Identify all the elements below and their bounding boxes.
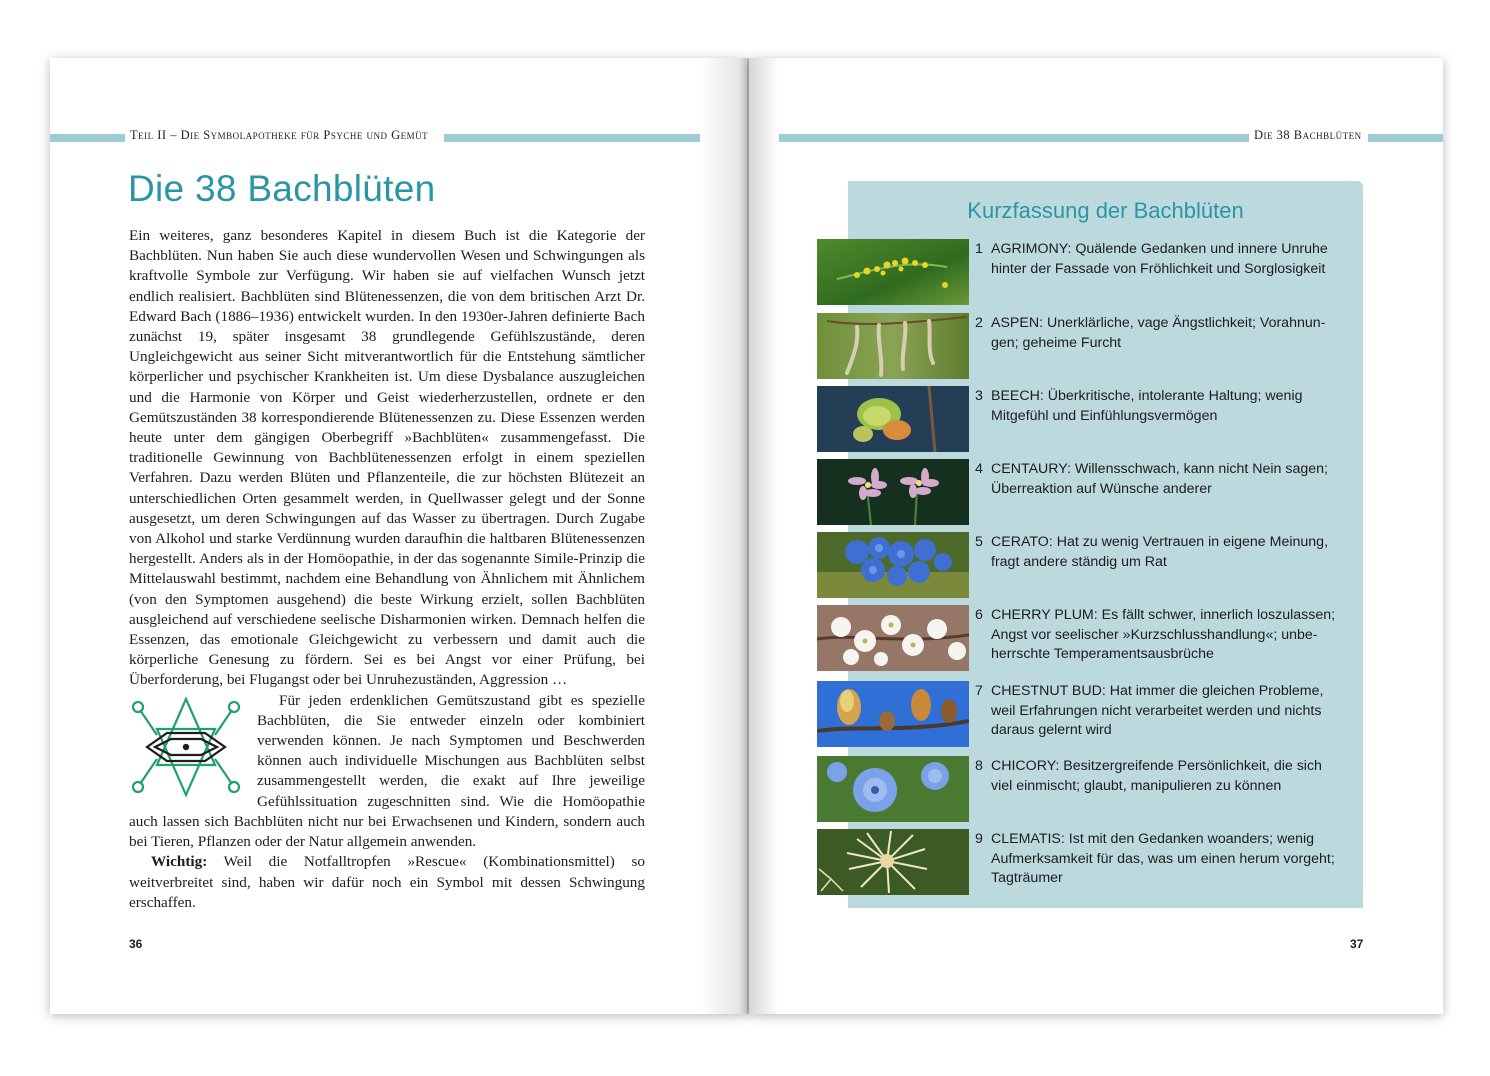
flower-line-2: viel einmischt; glaubt, manipulieren zu können xyxy=(991,777,1282,794)
paragraph-3-text: Weil die Notfalltropfen »Rescue« (Kombinationsmittel) so weitverbreitet sind, haben wir dafür noch ein Symbol mit dessen Schwingung erschaffen. xyxy=(129,853,645,911)
flower-number: 7 xyxy=(975,683,983,699)
flower-number: 9 xyxy=(975,831,983,847)
running-head-right: Die 38 Bachblüten xyxy=(1254,128,1362,142)
flower-text-beech xyxy=(975,387,1355,426)
flower-line-1: AGRIMONY: Quälende Gedanken und innere Unruhe xyxy=(991,241,1328,257)
flower-text-agrimony xyxy=(975,240,1355,279)
flower-line-2: Mitgefühl und Einfühlungsvermögen xyxy=(991,407,1218,424)
flower-line-2: Überreaktion auf Wünsche anderer xyxy=(991,480,1212,497)
clematis-photo xyxy=(817,829,969,895)
agrimony-photo xyxy=(817,239,969,305)
flower-number: 4 xyxy=(975,461,983,477)
flower-row-cerato xyxy=(817,532,1363,598)
flower-line-3: herrschte Temperamentsausbrüche xyxy=(991,646,1214,662)
flower-number: 2 xyxy=(975,315,983,331)
flower-row-clematis xyxy=(817,829,1363,895)
paragraph-1: Ein weiteres, ganz besonderes Kapitel in diesem Buch ist die Kategorie der Bachblüten. Nun haben Sie auch diese wundervollen Wesen und Schwingungen als kraftvolle Symbole zur Verfügung. Wir haben sie auf vielfachen Wunsch jetzt endlich realisiert. Bachblüten sind Blütenessenzen, die von dem britischen Arzt Dr. Edward Bach (1886–1936) entwickelt wurden. In den 1930er-Jahren definierte Bach zunächst 19, später insgesamt 38 grundlegende Gefühlszustände, deren Ungleichgewicht aus seiner Sicht mitverantwortlich für die Entstehung sämtlicher körperlicher und psychischer Krankheiten ist. Um diese Dysbalance auszugleichen und die Harmonie von Körper und Geist wiederherzustellen, ordnete er den Gemütszuständen 38 korrespondierende Blütenessenzen zu. Diese Essenzen werden heute unter dem gängigen Oberbegriff »Bachblüten« zusammengefasst. Die traditionelle Gewinnung von Bachblütenessenzen erfolgt in einem speziellen Verfahren. Dazu werden Blüten und Pflanzenteile, die zur höchsten Blütezeit an unterschiedlichen Orten gesammelt werden, in Quellwasser gelegt und der Sonne ausgesetzt, um deren Schwingungen auf das Wasser zu übertragen. Durch Zugabe von Alkohol und starke Verdünnung wurden daraufhin die haltbaren Blütenessenzen hergestellt. Anders als in der Homöopathie, in der das sogenannte Simile-Prinzip die Mittelauswahl bestimmt, nachdem eine Behandlung von Ähnlichem mit Ähnlichem (von den Symptomen ausgehend) die beste Wirkung erzielt, sollen Bachblüten ausgleichend auf verschiedene seelische Disharmonien wirken. Demnach helfen die Essenzen, das emotionale Gleichgewicht zu verbessern und damit auch die körperliche Genesung zu fördern. Sei es bei Angst vor einer Prüfung, bei Überforderung, bei Flugangst oder bei Unruhezuständen, Aggression … xyxy=(129,227,645,689)
paragraph-2 xyxy=(129,691,645,853)
flower-line-2: Angst vor seelischer »Kurzschlusshandlung«; unbe- xyxy=(991,626,1318,643)
flower-line-1: CLEMATIS: Ist mit den Gedanken woanders; wenig xyxy=(991,831,1315,847)
flower-line-3: Tagträumer xyxy=(991,870,1063,886)
flower-line-1: CERATO: Hat zu wenig Vertrauen in eigene Meinung, xyxy=(991,534,1329,550)
paragraph-3 xyxy=(129,852,645,913)
chestnut-bud-photo xyxy=(817,681,969,747)
flower-line-1: ASPEN: Unerklärliche, vage Ängstlichkeit; Vorahnun- xyxy=(991,315,1326,331)
flower-text-aspen xyxy=(975,314,1355,353)
centaury-photo xyxy=(817,459,969,525)
summary-box-title: Kurzfassung der Bachblüten xyxy=(967,198,1244,223)
flower-number: 8 xyxy=(975,758,983,774)
spine-shadow-left xyxy=(700,58,749,1014)
flower-line-2: gen; geheime Furcht xyxy=(991,334,1122,351)
flower-line-1: CHERRY PLUM: Es fällt schwer, innerlich loszulassen; xyxy=(991,607,1336,623)
beech-photo xyxy=(817,386,969,452)
flower-text-clematis xyxy=(975,830,1355,889)
body-text xyxy=(129,226,645,913)
chicory-photo xyxy=(817,756,969,822)
running-head-left: Teil II – Die Symbolapotheke für Psyche und Gemüt xyxy=(130,128,429,142)
flower-line-3: daraus gelernt wird xyxy=(991,722,1112,738)
flower-line-1: BEECH: Überkritische, intolerante Haltung; wenig xyxy=(991,388,1303,404)
important-label: Wichtig: xyxy=(151,853,208,871)
page-number-right: 37 xyxy=(1350,937,1364,951)
header-bar-left xyxy=(50,134,125,142)
cerato-photo xyxy=(817,532,969,598)
cherry-plum-photo xyxy=(817,605,969,671)
flower-line-2: hinter der Fassade von Fröhlichkeit und Sorglosigkeit xyxy=(991,260,1326,277)
flower-row-aspen xyxy=(817,313,1363,379)
flower-row-agrimony xyxy=(817,239,1363,305)
header-bar-right xyxy=(1368,134,1443,142)
flower-number: 6 xyxy=(975,607,983,623)
flower-line-1: CHICORY: Besitzergreifende Persönlichkeit, die sich xyxy=(991,758,1322,774)
chapter-title: Die 38 Bachblüten xyxy=(128,168,436,209)
flower-text-cerato xyxy=(975,533,1355,572)
flower-line-1: CHESTNUT BUD: Hat immer die gleichen Probleme, xyxy=(991,683,1324,699)
flower-row-centaury xyxy=(817,459,1363,525)
rescue-symbol-icon xyxy=(127,695,245,799)
flower-text-chestnut-bud xyxy=(975,682,1355,741)
flower-row-chicory xyxy=(817,756,1363,822)
flower-number: 5 xyxy=(975,534,983,550)
flower-number: 3 xyxy=(975,388,983,404)
flower-line-2: weil Erfahrungen nicht verarbeitet werden und nichts xyxy=(991,702,1322,719)
flower-line-1: CENTAURY: Willensschwach, kann nicht Nein sagen; xyxy=(991,461,1328,477)
flower-text-cherry-plum xyxy=(975,606,1355,665)
page-number-left: 36 xyxy=(129,937,143,951)
flower-number: 1 xyxy=(975,241,983,257)
flower-line-2: Aufmerksamkeit für das, was um einen herum vorgeht; xyxy=(991,850,1335,867)
spine-shadow-right xyxy=(749,58,779,1014)
paragraph-2-text: Für jeden erdenklichen Gemütszustand gibt es spezielle Bachblüten, die Sie entweder einzeln oder kombiniert verwenden können. Je nach Symptomen und Beschwerden können auch individuelle Mischungen aus Bachblüten selbst zusammengestellt werden, die exakt auf Ihre jeweilige Gefühlssituation zugeschnitten sind. Wie die Homöopathie auch lassen sich Bachblüten nicht nur bei Erwachsenen und Kindern, sondern auch bei Tieren, Pflanzen oder der Natur allgemein anwenden. xyxy=(129,691,645,851)
flower-row-chestnut-bud xyxy=(817,681,1363,747)
flower-line-2: fragt andere ständig um Rat xyxy=(991,553,1167,570)
flower-text-centaury xyxy=(975,460,1355,499)
header-bar-left-tail xyxy=(444,134,700,142)
flower-row-beech xyxy=(817,386,1363,452)
flower-row-cherry-plum xyxy=(817,605,1363,671)
flower-text-chicory xyxy=(975,757,1355,796)
aspen-photo xyxy=(817,313,969,379)
header-bar-right-lead xyxy=(779,134,1249,142)
